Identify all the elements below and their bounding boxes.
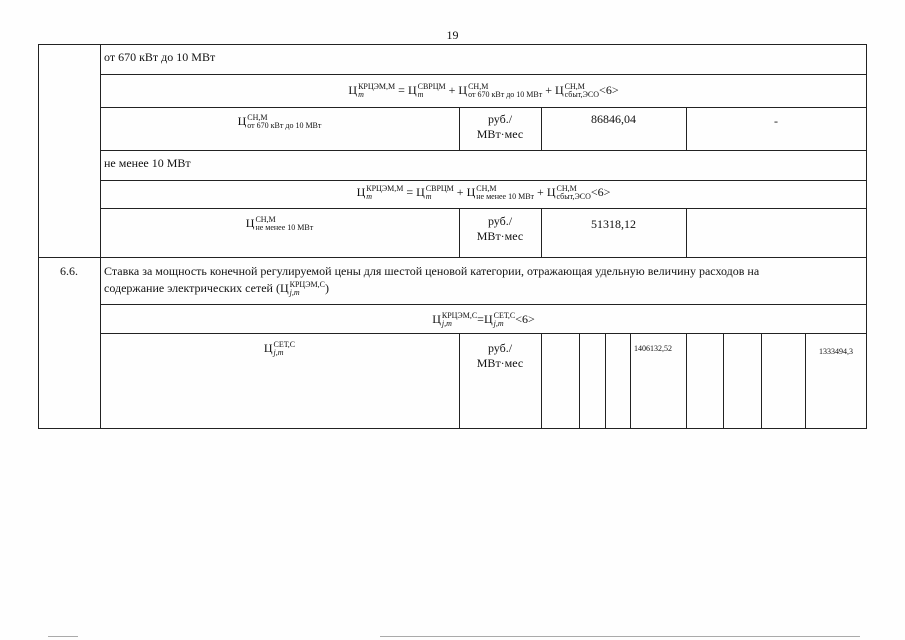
table-border-right <box>866 44 867 429</box>
row-line <box>100 74 867 75</box>
value: 1333494,3 <box>819 347 853 356</box>
unit: руб./ МВт·мес <box>476 112 524 141</box>
col-line <box>605 333 606 429</box>
row-line <box>100 107 867 108</box>
table-border-bottom <box>38 428 867 429</box>
value-dash: - <box>774 114 778 128</box>
unit: руб./ МВт·мес <box>476 341 524 370</box>
indicator-symbol: Ц СН,М не менее 10 МВт <box>245 215 314 233</box>
page-number: 19 <box>446 28 459 42</box>
row-line <box>38 257 867 258</box>
col-line <box>686 333 687 429</box>
tariff-table <box>38 44 867 429</box>
section-heading: от 670 кВт до 10 МВт <box>104 50 216 64</box>
col-line <box>541 208 542 257</box>
row-line <box>100 304 867 305</box>
value: 1406132,52 <box>634 344 672 353</box>
unit: руб./ МВт·мес <box>476 214 524 243</box>
row-line <box>100 150 867 151</box>
item-description: Ставка за мощность конечной регулируемой цены для шестой ценовой категории, отражающая удельную величину расходов на содержание электрических сетей (Ц КРЦЭМ,С j,m ) <box>104 264 760 298</box>
formula: Ц КРЦЭМ,М m = Ц СВРЦМ m + Ц СН,М от 670 кВт до 10 МВт + Ц СН,М сбыт,ЭСО <6> <box>348 82 619 100</box>
col-line <box>100 44 101 429</box>
col-line <box>805 333 806 429</box>
col-line <box>686 208 687 257</box>
indicator-symbol: Ц СЕТ,С j,m <box>263 340 296 358</box>
formula: Ц КРЦЭМ,М m = Ц СВРЦМ m + Ц СН,М не менее 10 МВт + Ц СН,М сбыт,ЭСО <6> <box>356 184 611 202</box>
scan-artifact <box>48 636 78 637</box>
col-line <box>723 333 724 429</box>
table-border-left <box>38 44 39 429</box>
col-line <box>761 333 762 429</box>
indicator-symbol: Ц СН,М от 670 кВт до 10 МВт <box>237 113 322 131</box>
col-line <box>630 333 631 429</box>
formula: Ц КРЦЭМ,С j,m =Ц СЕТ,С j,m <6> <box>432 311 535 329</box>
row-line <box>100 208 867 209</box>
table-border-top <box>38 44 867 45</box>
scan-artifact <box>380 636 860 637</box>
col-line <box>579 333 580 429</box>
row-line <box>100 180 867 181</box>
col-line <box>541 333 542 429</box>
section-heading: не менее 10 МВт <box>104 156 191 170</box>
value: 51318,12 <box>591 217 636 231</box>
item-number: 6.6. <box>60 264 78 278</box>
value: 86846,04 <box>591 112 636 126</box>
row-line <box>100 333 867 334</box>
